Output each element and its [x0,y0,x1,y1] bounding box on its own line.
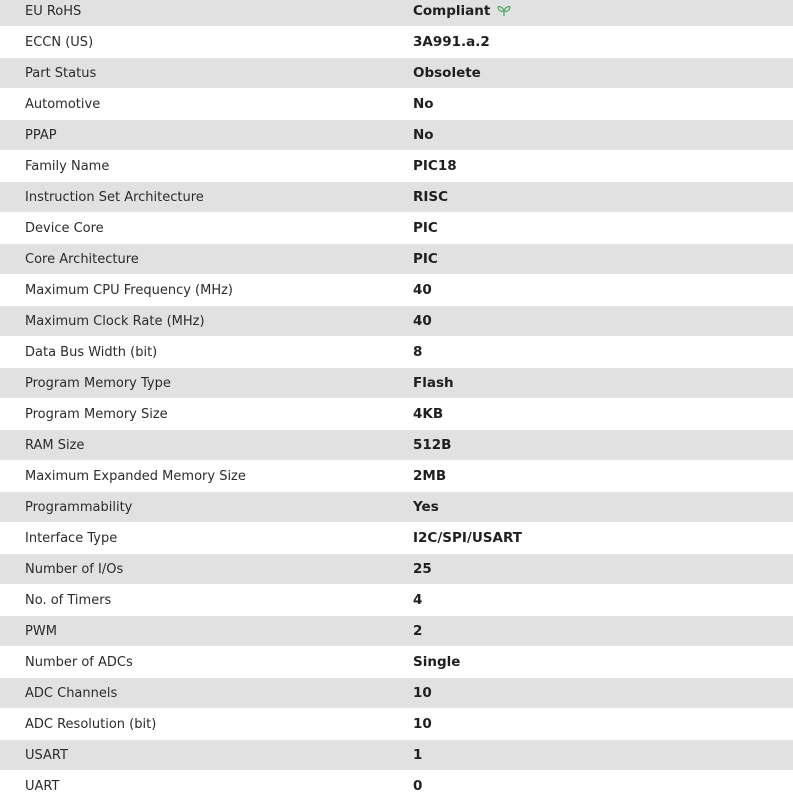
spec-value [413,530,522,546]
table-row [0,678,793,709]
spec-value [413,65,481,81]
spec-value [413,561,432,577]
spec-value-text: 0 [413,778,423,794]
table-row [0,337,793,368]
spec-value-text: Compliant [413,3,491,19]
table-row [0,182,793,213]
table-row [0,585,793,616]
spec-value [413,778,422,794]
table-row [0,647,793,678]
spec-value-text: No [413,127,434,143]
table-row [0,492,793,523]
spec-label: USART [25,747,68,763]
spec-value-text: 25 [413,561,432,577]
spec-value-text: I2C/SPI/USART [413,530,522,546]
spec-value [413,158,457,174]
table-row [0,89,793,120]
table-row [0,461,793,492]
table-row [0,244,793,275]
spec-label: PWM [25,623,57,639]
spec-label: Automotive [25,96,101,112]
leaf-icon [497,5,511,17]
spec-value [413,313,432,329]
spec-value-text: 40 [413,282,432,298]
spec-value [413,747,422,763]
table-row [0,616,793,647]
spec-value [413,685,432,701]
table-row [0,771,793,802]
table-row [0,213,793,244]
spec-value [413,437,451,453]
spec-value [413,468,446,484]
spec-value-text: 8 [413,344,423,360]
spec-value [413,499,439,515]
spec-value [413,406,443,422]
spec-value-text: PIC [413,220,438,236]
spec-value-text: 1 [413,747,423,763]
table-row [0,151,793,182]
spec-label: Device Core [25,220,104,236]
spec-label: EU RoHS [25,3,82,19]
spec-value-text: PIC18 [413,158,457,174]
spec-label: Data Bus Width (bit) [25,344,158,360]
spec-value-text: 40 [413,313,432,329]
spec-label: ADC Channels [25,685,118,701]
spec-value-text: Single [413,654,461,670]
spec-value-text: 3A991.a.2 [413,34,490,50]
spec-value-text: 512B [413,437,452,453]
spec-value [413,716,432,732]
table-row [0,0,793,27]
table-row [0,709,793,740]
spec-label: Number of ADCs [25,654,133,670]
spec-label: Interface Type [25,530,118,546]
spec-value [413,344,422,360]
spec-value-text: No [413,96,434,112]
spec-value-text: Obsolete [413,65,481,81]
spec-label: Maximum CPU Frequency (MHz) [25,282,233,298]
table-row [0,740,793,771]
spec-value [413,592,422,608]
table-row [0,430,793,461]
spec-value [413,3,511,19]
spec-label: Maximum Expanded Memory Size [25,468,246,484]
spec-value-text: PIC [413,251,438,267]
spec-label: Number of I/Os [25,561,124,577]
spec-value [413,654,460,670]
spec-value [413,34,490,50]
table-row [0,399,793,430]
spec-label: Programmability [25,499,133,515]
spec-label: Maximum Clock Rate (MHz) [25,313,205,329]
spec-value-text: 10 [413,716,432,732]
spec-value-text: RISC [413,189,449,205]
spec-label: UART [25,778,60,794]
spec-label: No. of Timers [25,592,112,608]
spec-value-text: 10 [413,685,432,701]
spec-label: Family Name [25,158,110,174]
spec-value [413,96,434,112]
spec-label: ECCN (US) [25,34,94,50]
table-row [0,368,793,399]
spec-value-text: 4KB [413,406,444,422]
spec-value [413,623,422,639]
spec-label: Core Architecture [25,251,139,267]
spec-value [413,251,438,267]
spec-label: Instruction Set Architecture [25,189,204,205]
spec-value-text: Yes [413,499,439,515]
table-row [0,58,793,89]
spec-value-text: 2 [413,623,423,639]
spec-label: Program Memory Size [25,406,168,422]
table-row [0,275,793,306]
spec-value [413,127,434,143]
table-row [0,27,793,58]
spec-label: ADC Resolution (bit) [25,716,157,732]
spec-value-text: 4 [413,592,423,608]
spec-value-text: 2MB [413,468,447,484]
spec-value [413,375,454,391]
spec-label: Program Memory Type [25,375,171,391]
spec-value [413,220,438,236]
spec-value [413,189,448,205]
table-row [0,306,793,337]
spec-value-text: Flash [413,375,454,391]
spec-label: RAM Size [25,437,85,453]
spec-label: Part Status [25,65,97,81]
spec-label: PPAP [25,127,57,143]
table-row [0,554,793,585]
table-row [0,120,793,151]
table-row [0,523,793,554]
spec-value [413,282,432,298]
